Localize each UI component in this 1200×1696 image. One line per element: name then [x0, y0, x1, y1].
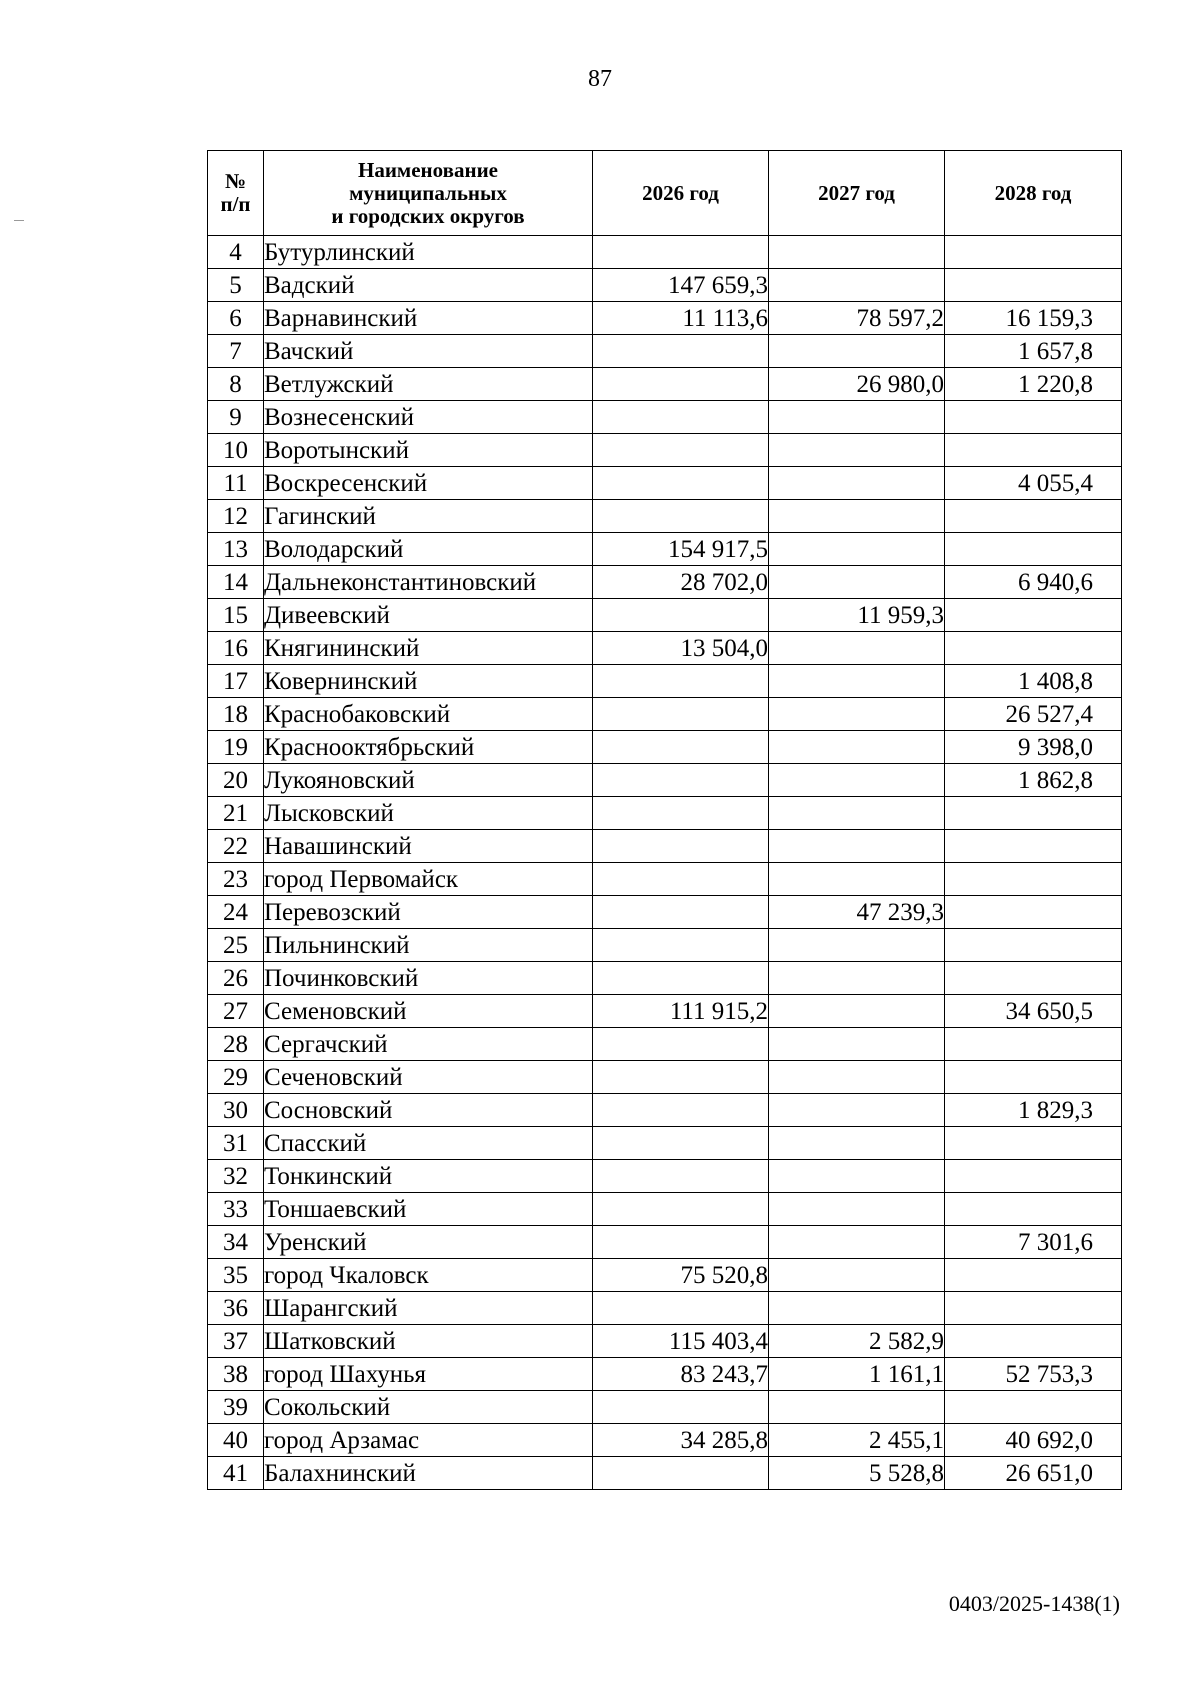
table-row [208, 434, 1122, 467]
row-number-cell: 29 [208, 1061, 264, 1094]
value-2027-cell: 5 528,8 [769, 1457, 945, 1490]
district-name-cell: Воскресенский [264, 467, 593, 500]
table-row [208, 830, 1122, 863]
value-2028-cell: 26 651,0 [945, 1457, 1122, 1490]
value-2026-cell [593, 962, 769, 995]
value-2027-cell: 2 582,9 [769, 1325, 945, 1358]
value-2026-cell [593, 500, 769, 533]
value-2027-cell [769, 335, 945, 368]
district-name-cell: город Шахунья [264, 1358, 593, 1391]
value-2027-cell [769, 566, 945, 599]
district-name-cell: Перевозский [264, 896, 593, 929]
table-row [208, 1160, 1122, 1193]
value-2028-cell [945, 962, 1122, 995]
row-number-cell: 7 [208, 335, 264, 368]
value-2026-cell [593, 929, 769, 962]
value-2027-cell [769, 1292, 945, 1325]
district-name-cell: Гагинский [264, 500, 593, 533]
district-name-cell: Ветлужский [264, 368, 593, 401]
value-2028-cell: 4 055,4 [945, 467, 1122, 500]
value-2027-cell [769, 1028, 945, 1061]
value-2028-cell [945, 401, 1122, 434]
value-2028-cell [945, 632, 1122, 665]
value-2026-cell: 147 659,3 [593, 269, 769, 302]
value-2026-cell [593, 1061, 769, 1094]
district-name-cell: Вачский [264, 335, 593, 368]
table-row [208, 1325, 1122, 1358]
header-name-line-2: муниципальных [349, 180, 507, 205]
value-2027-cell: 47 239,3 [769, 896, 945, 929]
value-2027-cell: 11 959,3 [769, 599, 945, 632]
district-name-cell: Дальнеконстантиновский [264, 566, 593, 599]
value-2028-cell: 7 301,6 [945, 1226, 1122, 1259]
table-row [208, 1424, 1122, 1457]
value-2026-cell [593, 896, 769, 929]
table-row [208, 1061, 1122, 1094]
table-row [208, 1358, 1122, 1391]
value-2027-cell [769, 1391, 945, 1424]
value-2028-cell: 34 650,5 [945, 995, 1122, 1028]
value-2028-cell [945, 1127, 1122, 1160]
value-2026-cell [593, 236, 769, 269]
district-name-cell: Варнавинский [264, 302, 593, 335]
row-number-cell: 9 [208, 401, 264, 434]
value-2026-cell [593, 698, 769, 731]
district-name-cell: Сосновский [264, 1094, 593, 1127]
value-2026-cell: 83 243,7 [593, 1358, 769, 1391]
value-2028-cell [945, 434, 1122, 467]
value-2028-cell: 1 408,8 [945, 665, 1122, 698]
document-code: 0403/2025-1438(1) [948, 1591, 1120, 1616]
row-number-cell: 4 [208, 236, 264, 269]
header-2027: 2027 год [769, 151, 945, 236]
row-number-cell: 8 [208, 368, 264, 401]
district-name-cell: Краснобаковский [264, 698, 593, 731]
row-number-cell: 20 [208, 764, 264, 797]
row-number-cell: 33 [208, 1193, 264, 1226]
value-2026-cell [593, 863, 769, 896]
table-row [208, 533, 1122, 566]
table-row [208, 797, 1122, 830]
table-row [208, 467, 1122, 500]
row-number-cell: 39 [208, 1391, 264, 1424]
row-number-cell: 17 [208, 665, 264, 698]
value-2026-cell [593, 335, 769, 368]
row-number-cell: 10 [208, 434, 264, 467]
value-2028-cell [945, 500, 1122, 533]
row-number-cell: 12 [208, 500, 264, 533]
value-2027-cell [769, 929, 945, 962]
table-row [208, 269, 1122, 302]
header-number-line-1: № [224, 169, 247, 193]
row-number-cell: 21 [208, 797, 264, 830]
row-number-cell: 32 [208, 1160, 264, 1193]
value-2028-cell [945, 929, 1122, 962]
header-name-line-3: и городских округов [331, 203, 525, 228]
row-number-cell: 31 [208, 1127, 264, 1160]
value-2027-cell: 2 455,1 [769, 1424, 945, 1457]
row-number-cell: 14 [208, 566, 264, 599]
value-2026-cell [593, 665, 769, 698]
value-2027-cell [769, 764, 945, 797]
row-number-cell: 23 [208, 863, 264, 896]
district-name-cell: Лукояновский [264, 764, 593, 797]
district-name-cell: Навашинский [264, 830, 593, 863]
value-2027-cell [769, 962, 945, 995]
value-2027-cell: 26 980,0 [769, 368, 945, 401]
header-name-line-1: Наименование [358, 157, 498, 182]
value-2027-cell [769, 863, 945, 896]
value-2026-cell: 115 403,4 [593, 1325, 769, 1358]
value-2028-cell: 1 829,3 [945, 1094, 1122, 1127]
table-row [208, 1259, 1122, 1292]
value-2026-cell [593, 1226, 769, 1259]
value-2026-cell [593, 1457, 769, 1490]
value-2028-cell: 40 692,0 [945, 1424, 1122, 1457]
table-row [208, 302, 1122, 335]
header-number-line-2: п/п [220, 192, 251, 216]
row-number-cell: 16 [208, 632, 264, 665]
row-number-cell: 6 [208, 302, 264, 335]
row-number-cell: 26 [208, 962, 264, 995]
district-name-cell: Воротынский [264, 434, 593, 467]
row-number-cell: 27 [208, 995, 264, 1028]
value-2027-cell [769, 1160, 945, 1193]
district-name-cell: Володарский [264, 533, 593, 566]
scan-artifact [14, 220, 24, 221]
value-2027-cell [769, 1259, 945, 1292]
value-2028-cell [945, 830, 1122, 863]
district-name-cell: Семеновский [264, 995, 593, 1028]
value-2026-cell [593, 599, 769, 632]
value-2026-cell: 28 702,0 [593, 566, 769, 599]
row-number-cell: 40 [208, 1424, 264, 1457]
district-name-cell: Бутурлинский [264, 236, 593, 269]
value-2028-cell: 1 862,8 [945, 764, 1122, 797]
table-row [208, 1226, 1122, 1259]
value-2028-cell [945, 1160, 1122, 1193]
value-2027-cell [769, 401, 945, 434]
value-2026-cell [593, 368, 769, 401]
row-number-cell: 37 [208, 1325, 264, 1358]
value-2028-cell [945, 599, 1122, 632]
value-2026-cell [593, 1160, 769, 1193]
value-2028-cell: 1 220,8 [945, 368, 1122, 401]
district-name-cell: Балахнинский [264, 1457, 593, 1490]
table-row [208, 929, 1122, 962]
table-row [208, 368, 1122, 401]
value-2026-cell [593, 764, 769, 797]
value-2026-cell: 11 113,6 [593, 302, 769, 335]
value-2027-cell [769, 632, 945, 665]
district-name-cell: город Первомайск [264, 863, 593, 896]
table-row [208, 236, 1122, 269]
table-row [208, 764, 1122, 797]
value-2028-cell [945, 1028, 1122, 1061]
value-2026-cell [593, 1127, 769, 1160]
district-name-cell: Тоншаевский [264, 1193, 593, 1226]
table-row [208, 401, 1122, 434]
district-name-cell: Дивеевский [264, 599, 593, 632]
table-row [208, 962, 1122, 995]
value-2027-cell [769, 467, 945, 500]
table-row [208, 665, 1122, 698]
value-2028-cell: 9 398,0 [945, 731, 1122, 764]
value-2027-cell [769, 830, 945, 863]
value-2028-cell [945, 1292, 1122, 1325]
value-2026-cell [593, 434, 769, 467]
value-2027-cell [769, 500, 945, 533]
row-number-cell: 19 [208, 731, 264, 764]
value-2028-cell: 26 527,4 [945, 698, 1122, 731]
table-row [208, 896, 1122, 929]
header-2026: 2026 год [593, 151, 769, 236]
value-2027-cell [769, 731, 945, 764]
row-number-cell: 25 [208, 929, 264, 962]
page-number: 87 [588, 66, 612, 92]
table-row [208, 731, 1122, 764]
row-number-cell: 22 [208, 830, 264, 863]
row-number-cell: 15 [208, 599, 264, 632]
district-name-cell: Шарангский [264, 1292, 593, 1325]
value-2027-cell [769, 797, 945, 830]
table-row [208, 500, 1122, 533]
table-row [208, 599, 1122, 632]
district-name-cell: город Арзамас [264, 1424, 593, 1457]
value-2026-cell [593, 1193, 769, 1226]
value-2026-cell [593, 731, 769, 764]
value-2026-cell [593, 467, 769, 500]
value-2028-cell [945, 863, 1122, 896]
table-row [208, 566, 1122, 599]
value-2028-cell [945, 533, 1122, 566]
value-2028-cell: 16 159,3 [945, 302, 1122, 335]
value-2026-cell [593, 1391, 769, 1424]
value-2028-cell [945, 269, 1122, 302]
table-row [208, 1028, 1122, 1061]
value-2026-cell: 13 504,0 [593, 632, 769, 665]
district-name-cell: Лысковский [264, 797, 593, 830]
row-number-cell: 24 [208, 896, 264, 929]
value-2028-cell [945, 797, 1122, 830]
district-name-cell: Ковернинский [264, 665, 593, 698]
value-2026-cell [593, 401, 769, 434]
value-2026-cell: 154 917,5 [593, 533, 769, 566]
value-2028-cell [945, 1061, 1122, 1094]
value-2027-cell [769, 1193, 945, 1226]
budget-table [207, 150, 1122, 1490]
district-name-cell: Шатковский [264, 1325, 593, 1358]
value-2026-cell [593, 1292, 769, 1325]
value-2027-cell [769, 698, 945, 731]
table-row [208, 1292, 1122, 1325]
value-2027-cell [769, 1061, 945, 1094]
row-number-cell: 35 [208, 1259, 264, 1292]
value-2027-cell [769, 1226, 945, 1259]
value-2026-cell [593, 797, 769, 830]
value-2027-cell [769, 533, 945, 566]
district-name-cell: город Чкаловск [264, 1259, 593, 1292]
value-2027-cell: 1 161,1 [769, 1358, 945, 1391]
value-2026-cell: 34 285,8 [593, 1424, 769, 1457]
row-number-cell: 18 [208, 698, 264, 731]
value-2027-cell [769, 995, 945, 1028]
district-name-cell: Тонкинский [264, 1160, 593, 1193]
value-2028-cell: 6 940,6 [945, 566, 1122, 599]
district-name-cell: Починковский [264, 962, 593, 995]
value-2028-cell [945, 236, 1122, 269]
row-number-cell: 38 [208, 1358, 264, 1391]
table-row [208, 632, 1122, 665]
row-number-cell: 34 [208, 1226, 264, 1259]
value-2027-cell: 78 597,2 [769, 302, 945, 335]
row-number-cell: 13 [208, 533, 264, 566]
table-row [208, 863, 1122, 896]
district-name-cell: Спасский [264, 1127, 593, 1160]
value-2026-cell [593, 830, 769, 863]
district-name-cell: Сеченовский [264, 1061, 593, 1094]
table-row [208, 995, 1122, 1028]
value-2026-cell [593, 1028, 769, 1061]
table-body [208, 236, 1122, 1490]
table-row [208, 335, 1122, 368]
value-2026-cell: 75 520,8 [593, 1259, 769, 1292]
value-2026-cell [593, 1094, 769, 1127]
value-2027-cell [769, 665, 945, 698]
value-2028-cell [945, 1193, 1122, 1226]
value-2028-cell: 52 753,3 [945, 1358, 1122, 1391]
table-row [208, 1193, 1122, 1226]
table-row [208, 1457, 1122, 1490]
district-name-cell: Пильнинский [264, 929, 593, 962]
header-2028: 2028 год [945, 151, 1122, 236]
value-2028-cell [945, 1259, 1122, 1292]
header-number [208, 151, 264, 236]
value-2028-cell [945, 1325, 1122, 1358]
row-number-cell: 11 [208, 467, 264, 500]
value-2026-cell: 111 915,2 [593, 995, 769, 1028]
district-name-cell: Вознесенский [264, 401, 593, 434]
value-2028-cell [945, 896, 1122, 929]
row-number-cell: 5 [208, 269, 264, 302]
district-name-cell: Сокольский [264, 1391, 593, 1424]
row-number-cell: 30 [208, 1094, 264, 1127]
table-row [208, 1094, 1122, 1127]
value-2027-cell [769, 1127, 945, 1160]
district-name-cell: Краснооктябрьский [264, 731, 593, 764]
table-row [208, 698, 1122, 731]
value-2028-cell: 1 657,8 [945, 335, 1122, 368]
district-name-cell: Сергачский [264, 1028, 593, 1061]
table-row [208, 1391, 1122, 1424]
table-header [208, 151, 1122, 236]
row-number-cell: 28 [208, 1028, 264, 1061]
header-row [208, 151, 1122, 236]
value-2028-cell [945, 1391, 1122, 1424]
table-row [208, 1127, 1122, 1160]
value-2027-cell [769, 269, 945, 302]
header-name [264, 151, 593, 236]
district-name-cell: Вадский [264, 269, 593, 302]
row-number-cell: 36 [208, 1292, 264, 1325]
district-name-cell: Княгининский [264, 632, 593, 665]
value-2027-cell [769, 236, 945, 269]
district-name-cell: Уренский [264, 1226, 593, 1259]
value-2027-cell [769, 1094, 945, 1127]
row-number-cell: 41 [208, 1457, 264, 1490]
value-2027-cell [769, 434, 945, 467]
